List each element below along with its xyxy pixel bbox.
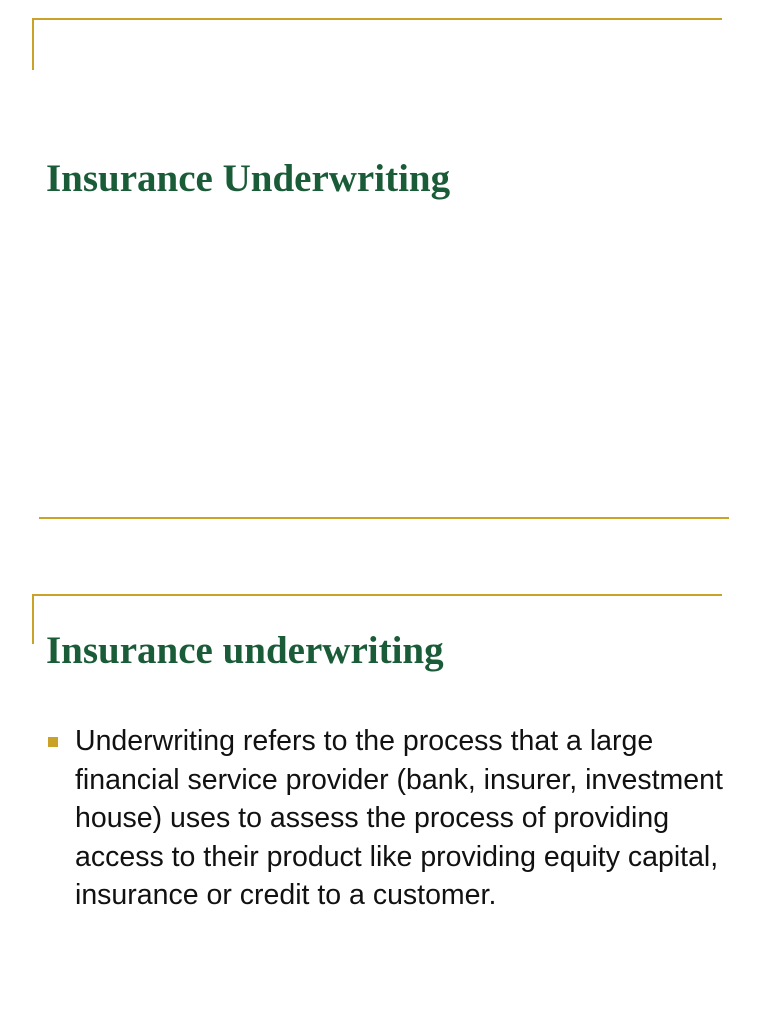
slide-divider xyxy=(39,517,729,519)
slide-title: Insurance underwriting xyxy=(46,629,444,672)
slide-frame-top-rule xyxy=(32,18,722,20)
slide-frame-left-rule xyxy=(32,18,34,70)
slide-2 xyxy=(0,520,768,1024)
slide-frame-left-rule xyxy=(32,594,34,644)
square-bullet-icon xyxy=(48,737,58,747)
slide-title: Insurance Underwriting xyxy=(46,157,451,200)
slide-frame-top-rule xyxy=(32,594,722,596)
bullet-text: Underwriting refers to the process that a large financial service provider (bank, insurer, investment house) uses to assess the process of providing access to their product like providing equity capital, insurance or credit to a customer. xyxy=(75,725,723,911)
